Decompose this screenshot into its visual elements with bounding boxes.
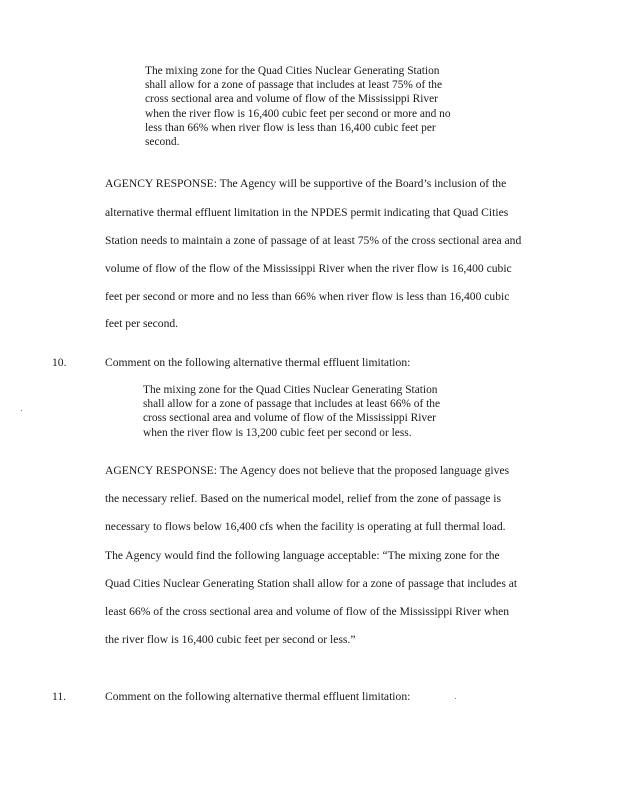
quote-line: cross sectional area and volume of flow of the Mississippi River [143, 412, 436, 425]
paragraph-line: Quad Cities Nuclear Generating Station shall allow for a zone of passage that includes at [105, 577, 518, 590]
paragraph-line: feet per second. [105, 317, 179, 330]
paragraph-line: least 66% of the cross sectional area and volume of flow of the Mississippi River when [105, 605, 510, 618]
quote-line: shall allow for a zone of passage that includes at least 66% of the [143, 398, 441, 411]
item-number-11: 11. [52, 690, 67, 703]
quote-line: shall allow for a zone of passage that includes at least 75% of the [145, 79, 443, 92]
paragraph-line: volume of flow of the flow of the Mississippi River when the river flow is 16,400 cubic [105, 262, 512, 275]
quote-line: The mixing zone for the Quad Cities Nuclear Generating Station [145, 65, 440, 77]
quote-line: when the river flow is 16,400 cubic feet per second or more and no [145, 107, 451, 120]
scan-speck [455, 698, 456, 699]
paragraph-line: The Agency would find the following language acceptable: “The mixing zone for the [105, 549, 500, 562]
quote-line: second. [145, 136, 180, 149]
paragraph-line: alternative thermal effluent limitation in the NPDES permit indicating that Quad Cities [105, 206, 509, 219]
quote-line: when the river flow is 13,200 cubic feet per second or less. [143, 426, 412, 439]
item-10-text: Comment on the following alternative thermal effluent limitation: [105, 356, 411, 369]
block-quote-2 [143, 383, 440, 440]
paragraph-line: feet per second or more and no less than 66% when river flow is less than 16,400 cubic [105, 290, 510, 303]
paragraph-line: the necessary relief. Based on the numerical model, relief from the zone of passage is [105, 492, 501, 505]
paragraph-line: necessary to flows below 16,400 cfs when the facility is operating at full thermal load. [105, 520, 506, 533]
quote-line: less than 66% when river flow is less than 16,400 cubic feet per [145, 121, 436, 134]
quote-line: cross sectional area and volume of flow of the Mississippi River [145, 93, 438, 106]
item-number-10: 10. [52, 356, 67, 369]
quote-line: The mixing zone for the Quad Cities Nuclear Generating Station [143, 384, 438, 396]
item-11-text: Comment on the following alternative thermal effluent limitation: [105, 690, 411, 703]
paragraph-line: AGENCY RESPONSE: The Agency will be supportive of the Board’s inclusion of the [105, 177, 507, 190]
block-quote-1 [145, 64, 451, 149]
scan-speck [21, 410, 22, 411]
paragraph-line: AGENCY RESPONSE: The Agency does not believe that the proposed language gives [105, 464, 510, 477]
paragraph-line: Station needs to maintain a zone of passage of at least 75% of the cross sectional area and [105, 234, 522, 247]
paragraph-line: the river flow is 16,400 cubic feet per second or less.” [105, 633, 356, 646]
